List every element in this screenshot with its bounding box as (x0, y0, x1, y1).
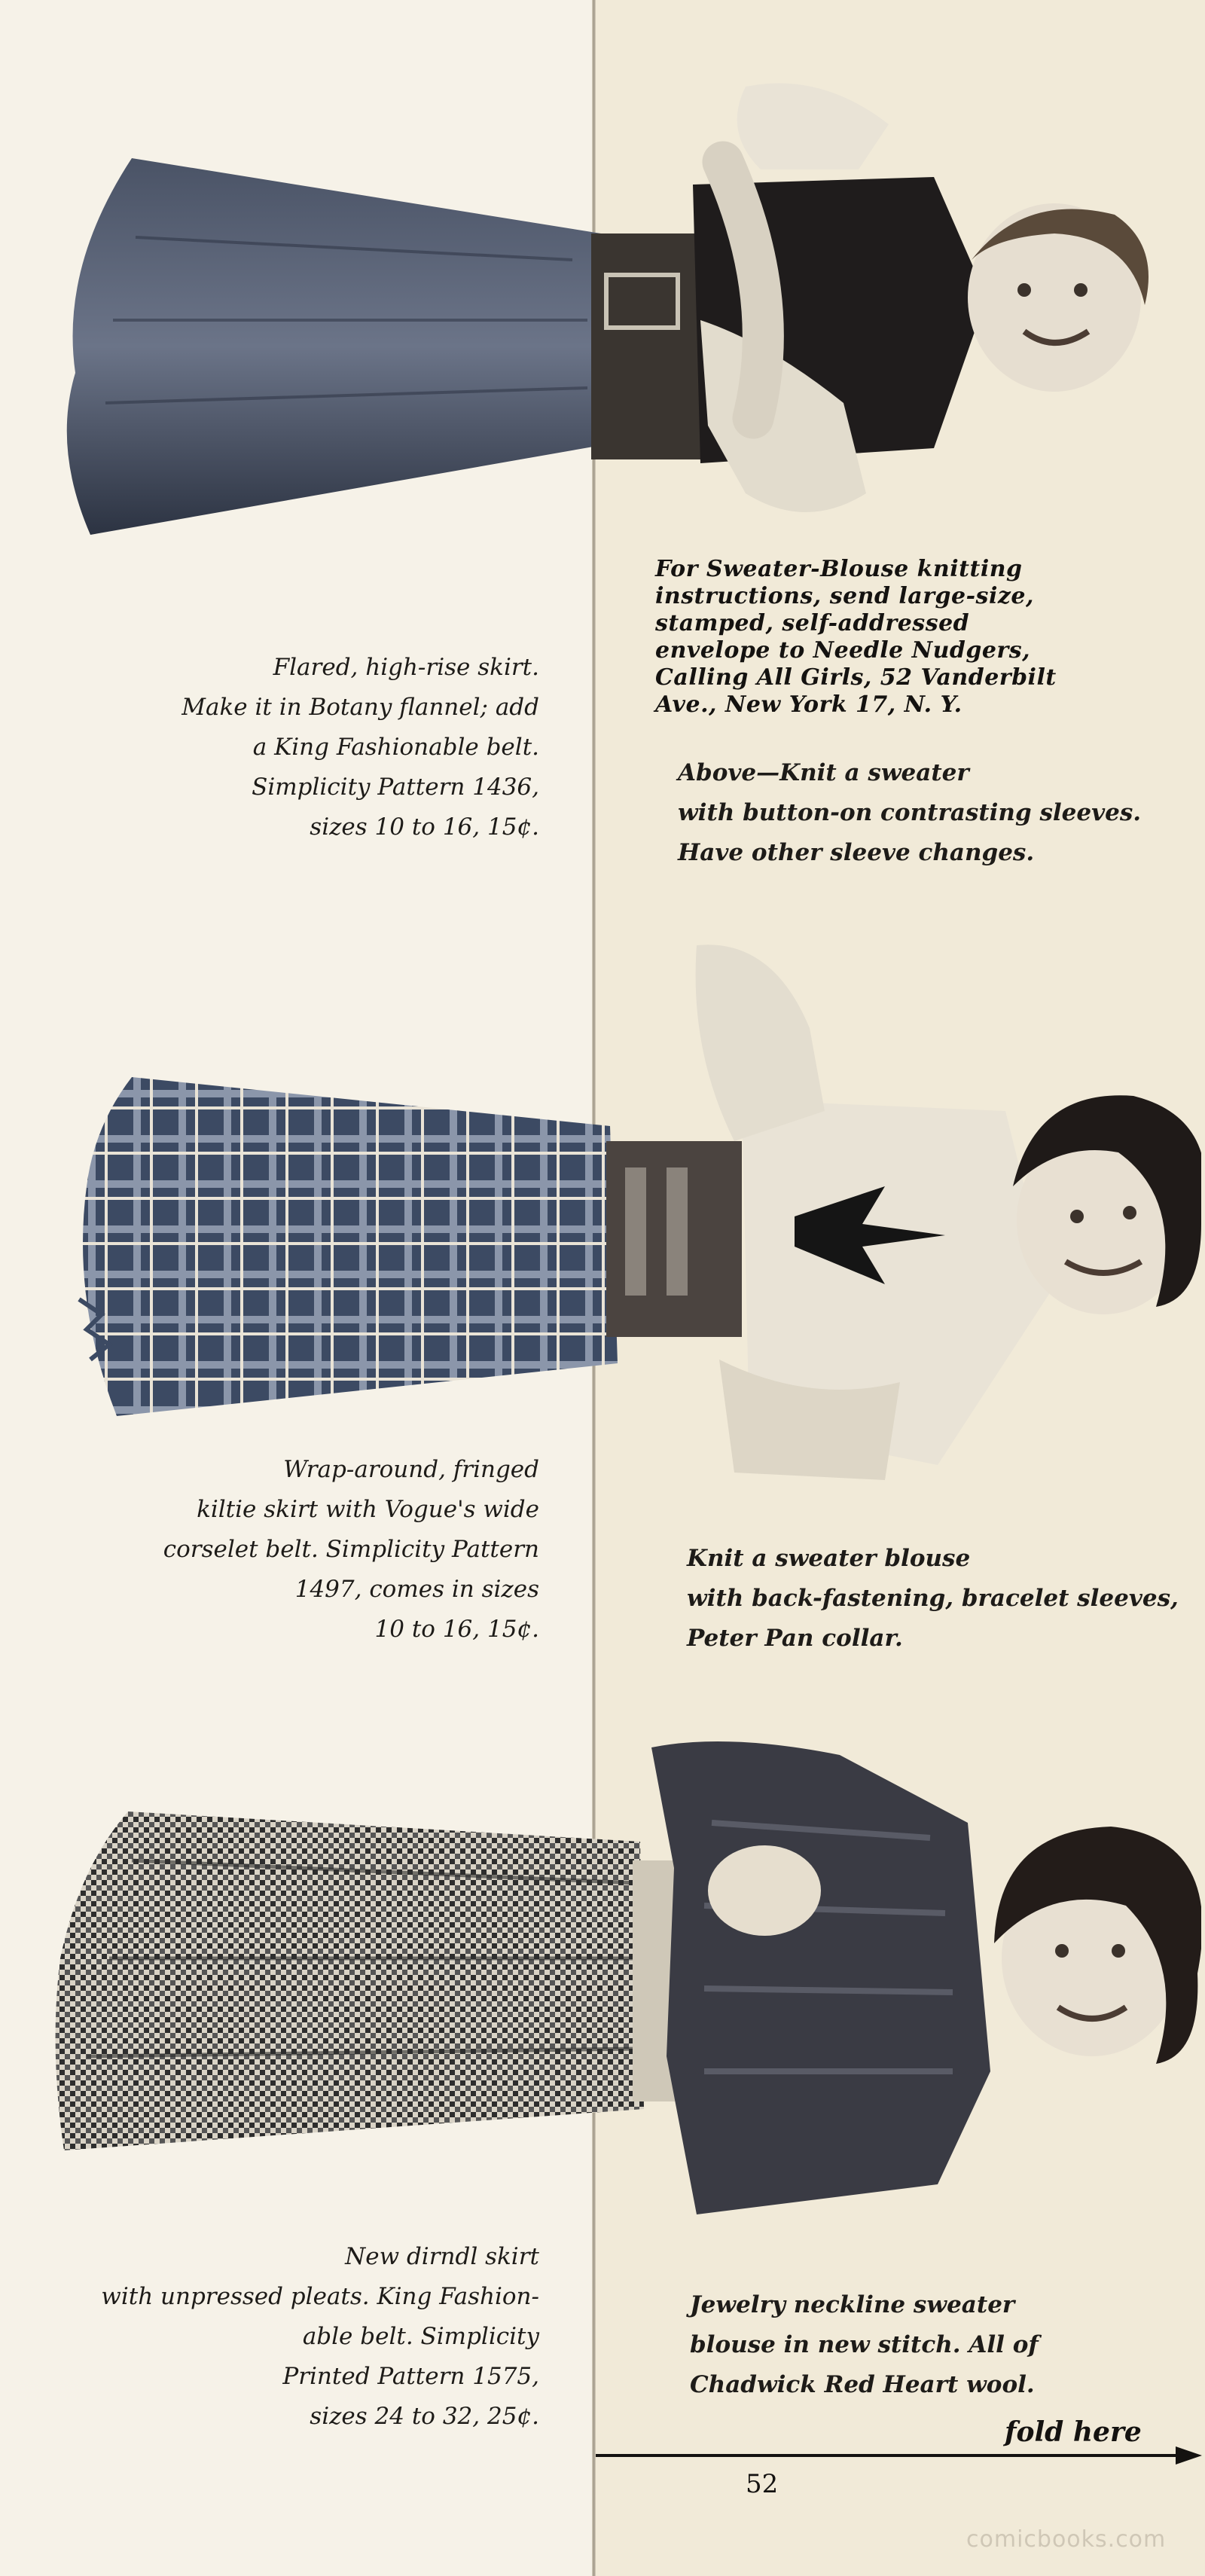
fold-arrow-icon (596, 2440, 1205, 2471)
caption-line: with button-on contrasting sleeves. (678, 799, 1142, 826)
caption-line: corselet belt. Simplicity Pattern (163, 1536, 539, 1563)
skirt2-caption (163, 1450, 539, 1650)
instructions-line: stamped, self-addressed (655, 610, 970, 636)
kiltie-skirt-photo (72, 938, 1201, 1480)
caption-line: Knit a sweater blouse (687, 1545, 971, 1572)
instructions-line: envelope to Needle Nudgers, (655, 637, 1031, 664)
caption-line: Make it in Botany flannel; add (182, 694, 539, 721)
skirt3-caption (101, 2237, 539, 2437)
caption-line: kiltie skirt with Vogue's wide (197, 1496, 539, 1523)
instructions-line: Calling All Girls, 52 Vanderbilt (655, 664, 1057, 691)
knitting-instructions (655, 556, 1057, 719)
caption-line: Have other sleeve changes. (678, 839, 1035, 866)
caption-line: Flared, high-rise skirt. (273, 654, 539, 681)
watermark: comicbooks.com (966, 2526, 1167, 2553)
caption-line: New dirndl skirt (345, 2243, 539, 2270)
caption-line: a King Fashionable belt. (252, 734, 539, 761)
caption-line: Peter Pan collar. (687, 1625, 903, 1652)
caption-line: blouse in new stitch. All of (690, 2331, 1039, 2358)
caption-line: able belt. Simplicity (302, 2323, 539, 2350)
caption-line: Jewelry neckline sweater (690, 2291, 1015, 2318)
sweater1-caption (678, 753, 1141, 873)
sweater2-caption (687, 1539, 1179, 1659)
caption-line: sizes 24 to 32, 25¢. (310, 2403, 539, 2430)
caption-line: Wrap-around, fringed (283, 1456, 539, 1483)
dirndl-skirt-photo (49, 1732, 1201, 2222)
page-number: 52 (746, 2469, 779, 2499)
caption-line: with back-fastening, bracelet sleeves, (687, 1585, 1179, 1612)
skirt1-caption (182, 648, 539, 847)
caption-line: with unpressed pleats. King Fashion- (101, 2283, 539, 2310)
sweater3-caption (690, 2285, 1039, 2405)
caption-line: Simplicity Pattern 1436, (252, 774, 539, 801)
instructions-line: For Sweater-Blouse knitting (655, 556, 1023, 582)
caption-line: 10 to 16, 15¢. (374, 1616, 539, 1643)
caption-line: Chadwick Red Heart wool. (690, 2371, 1035, 2398)
fold-here-label: fold here (1005, 2416, 1142, 2448)
caption-line: Printed Pattern 1575, (282, 2363, 539, 2390)
instructions-line: instructions, send large-size, (655, 583, 1034, 609)
instructions-line: Ave., New York 17, N. Y. (655, 691, 962, 718)
flared-high-rise-skirt-photo (45, 72, 1156, 539)
caption-line: Above—Knit a sweater (678, 759, 969, 786)
caption-line: 1497, comes in sizes (294, 1576, 539, 1603)
caption-line: sizes 10 to 16, 15¢. (310, 813, 539, 841)
